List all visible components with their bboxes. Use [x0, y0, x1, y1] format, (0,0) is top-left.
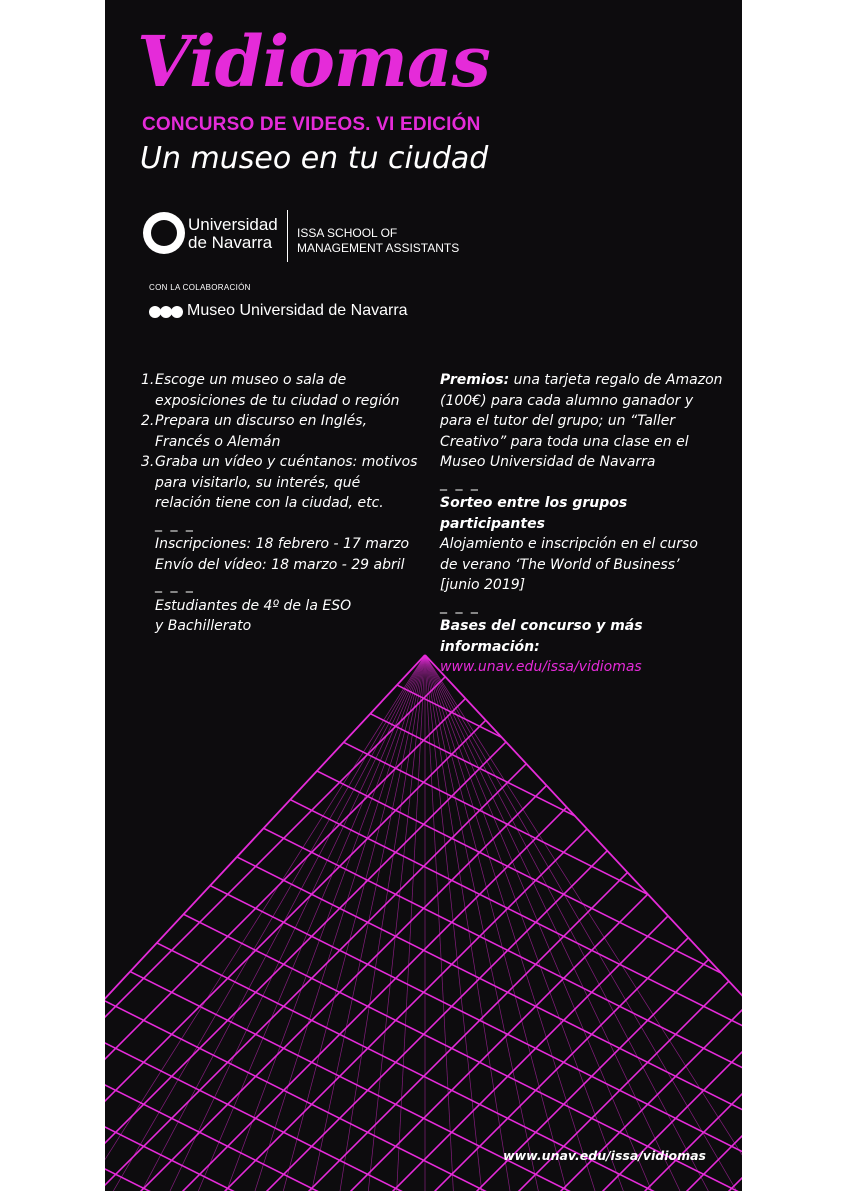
prizes-text: Creativo” para toda una clase en el — [440, 433, 689, 450]
perspective-line — [255, 655, 425, 1191]
museo-name: Museo Universidad de Navarra — [187, 302, 408, 319]
grid-line — [105, 777, 742, 1191]
audience-line2: y Bachillerato — [155, 618, 252, 634]
separator: _ _ _ — [440, 474, 480, 491]
info-label: Bases del concurso y más información: — [440, 618, 643, 655]
step-2 — [141, 411, 421, 452]
grid-line — [105, 1033, 742, 1191]
prizes-text: una tarjeta regalo de Amazon — [509, 372, 723, 388]
step-text: para visitarlo, su interés, qué — [155, 474, 361, 491]
separator: _ _ _ — [155, 577, 195, 593]
collaboration-label: CON LA COLABORACIÓN — [149, 283, 251, 292]
separator: _ _ _ — [155, 515, 195, 532]
grid-line — [105, 861, 742, 1191]
submission-dates: Envío del vídeo: 18 marzo - 29 abril — [155, 556, 405, 573]
issa-logo-text — [297, 226, 487, 256]
issa-line2: MANAGEMENT ASSISTANTS — [297, 241, 460, 255]
tagline: Un museo en tu ciudad — [140, 141, 489, 176]
draw-label: Sorteo entre los grupos participantes — [440, 495, 628, 532]
step-number: 2. — [141, 413, 155, 429]
brand-title: Vidiomas — [137, 20, 490, 103]
step-3 — [141, 452, 421, 514]
contest-subtitle: CONCURSO DE VIDEOS. VI EDICIÓN — [142, 114, 481, 135]
university-name-line2: de Navarra — [188, 233, 273, 252]
partner-logos — [143, 210, 483, 266]
prizes-text: para el tutor del grupo; un “Taller — [440, 413, 676, 429]
prizes-label: Premios: — [440, 372, 510, 388]
issa-line1: ISSA SCHOOL OF — [297, 226, 398, 240]
step-text: Francés o Alemán — [155, 433, 281, 450]
separator: _ _ _ — [440, 597, 480, 614]
draw-text: [junio 2019] — [440, 577, 526, 593]
logo-divider — [287, 210, 288, 262]
step-text: Graba un vídeo y cuéntanos: motivos — [155, 454, 418, 470]
perspective-line — [425, 655, 482, 1191]
step-text: exposiciones de tu ciudad o región — [155, 392, 400, 409]
perspective-line — [397, 655, 425, 1191]
poster — [105, 0, 742, 1191]
grid-line — [105, 1029, 742, 1191]
step-1 — [141, 370, 421, 411]
draw-text: de verano ‘The World of Business’ — [440, 556, 680, 573]
grid-line — [105, 865, 742, 1191]
perspective-line — [425, 655, 538, 1191]
prizes-text: (100€) para cada alumno ganador y — [440, 392, 694, 409]
step-number: 1. — [141, 372, 155, 388]
museo-dots-icon — [149, 306, 183, 318]
perspective-line — [283, 655, 425, 1191]
pyramid-edge — [425, 655, 742, 1020]
university-name-line1: Universidad — [188, 215, 278, 234]
step-text: Escoge un museo o sala de — [155, 372, 347, 388]
step-text: relación tiene con la ciudad, etc. — [155, 495, 384, 511]
perspective-line — [113, 655, 425, 1191]
grid-line — [105, 693, 742, 1191]
instructions-column — [141, 370, 421, 637]
perspective-line — [198, 655, 425, 1191]
perspective-line — [368, 655, 425, 1191]
step-number: 3. — [141, 454, 155, 470]
perspective-line — [170, 655, 425, 1191]
perspective-line — [425, 655, 652, 1191]
prizes-text: Museo Universidad de Navarra — [440, 454, 656, 470]
perspective-line — [425, 655, 680, 1191]
prizes-line1 — [440, 370, 730, 391]
audience-line1: Estudiantes de 4º de la ESO — [155, 597, 352, 614]
step-text: Prepara un discurso en Inglés, — [155, 413, 368, 429]
university-logo-text — [188, 216, 288, 252]
university-seal-icon — [143, 212, 185, 254]
footer-url[interactable]: www.unav.edu/issa/vidiomas — [503, 1148, 706, 1163]
info-link[interactable]: www.unav.edu/issa/vidiomas — [440, 659, 642, 675]
museo-logo — [149, 302, 469, 324]
perspective-line — [425, 655, 567, 1191]
registration-dates: Inscripciones: 18 febrero - 17 marzo — [155, 536, 410, 552]
perspective-line — [425, 655, 737, 1191]
prizes-column — [440, 370, 730, 678]
draw-text: Alojamiento e inscripción en el curso — [440, 536, 698, 552]
perspective-line — [425, 655, 453, 1191]
